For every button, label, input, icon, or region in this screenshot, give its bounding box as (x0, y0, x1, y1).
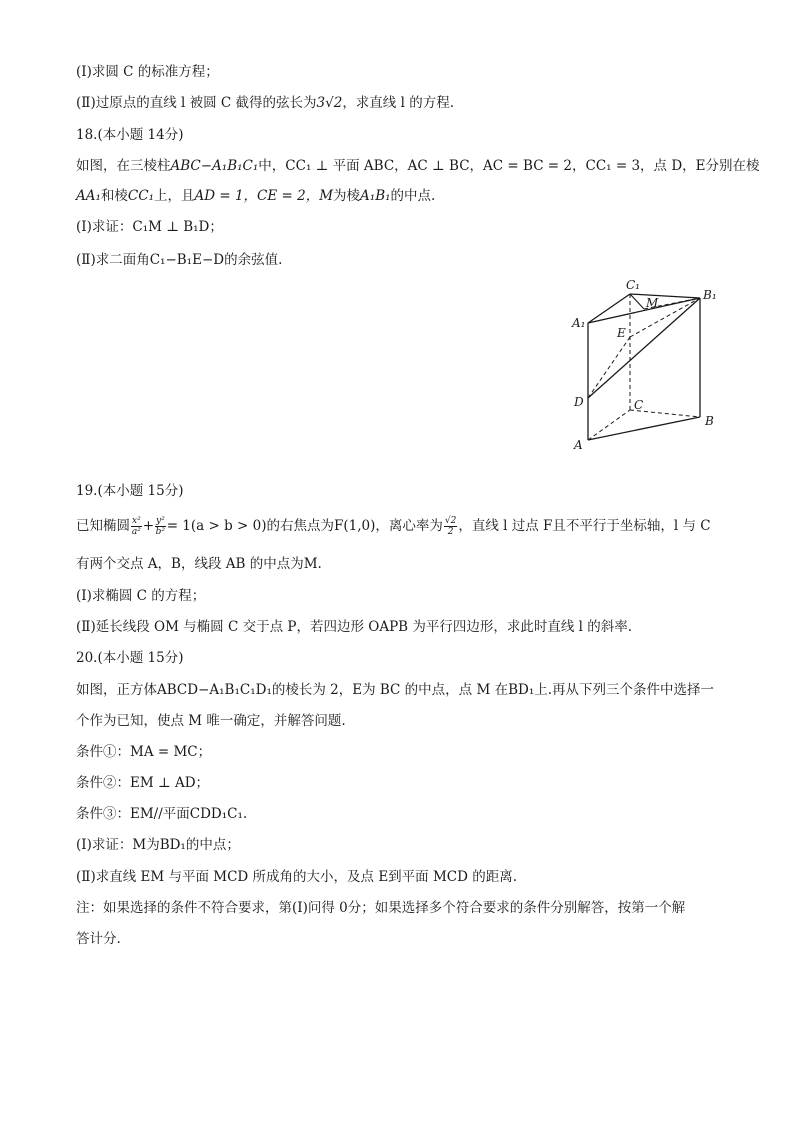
q18-header: 18.(本小题 14分) (76, 127, 184, 143)
q19-frac-e: $\frac{√2}{2}$ (444, 516, 457, 537)
q18-stem2-h: 的中点. (390, 188, 436, 204)
q20-part2: (Ⅱ)求直线 EM 与平面 MCD 所成角的大小，及点 E到平面 MCD 的距离. (76, 869, 518, 885)
label-d: D (574, 395, 584, 409)
q20-note-line2: 答计分. (76, 931, 121, 947)
q18-stem-line2 (76, 186, 435, 206)
label-m: M (646, 296, 659, 310)
q17-part2 (76, 93, 454, 113)
label-a: A (574, 438, 583, 452)
q17-chord-length: 3√2 (316, 95, 343, 111)
q20-note-line1: 注：如果选择的条件不符合要求，第(Ⅰ)问得 0分；如果选择多个符合要求的条件分别解答，按第一个解 (76, 900, 686, 916)
q18-stem1-c: 中，CC₁ ⊥ 平面 ABC，AC ⊥ BC，AC = BC = 2，CC₁ = 3，点 D，E分别在棱 (258, 158, 760, 174)
q18-prism-figure (560, 270, 730, 460)
q18-edge-aa1: AA₁ (76, 188, 101, 204)
q20-condition-1: 条件①：MA = MC； (76, 744, 212, 760)
q19-stem1-a: 已知椭圆 (76, 518, 130, 534)
label-c: C (634, 398, 644, 412)
q19-stem-line2: 有两个交点 A，B，线段 AB 的中点为M. (76, 556, 322, 572)
q18-stem1-a: 如图，在三棱柱 (76, 158, 171, 174)
q18-edge-cc1: CC₁ (127, 188, 154, 204)
q17-part2-text-a: (Ⅱ)过原点的直线 l 被圆 C 截得的弦长为 (76, 95, 317, 111)
q19-stem1-b: = 1(a > b > 0)的右焦点为F(1,0)，离心率为 (166, 518, 443, 534)
q18-stem2-f: 为棱 (333, 188, 361, 204)
q20-part1: (Ⅰ)求证：M为BD₁的中点； (76, 837, 240, 853)
q19-stem1-c: ，直线 l 过点 F且不平行于坐标轴，l 与 C (458, 518, 711, 534)
q20-stem-line2: 个作为已知，使点 M 唯一确定，并解答问题. (76, 713, 346, 729)
q18-stem2-d: 上，且 (154, 188, 195, 204)
q19-part1: (Ⅰ)求椭圆 C 的方程； (76, 588, 206, 604)
q18-lengths: AD = 1，CE = 2，M (194, 188, 334, 204)
q17-part1: (Ⅰ)求圆 C 的标准方程； (76, 64, 219, 80)
q18-part2: (Ⅱ)求二面角C₁−B₁E−D的余弦值. (76, 252, 283, 268)
q20-condition-3: 条件③：EM//平面CDD₁C₁. (76, 806, 248, 822)
q18-prism-name: ABC−A₁B₁C₁ (170, 158, 259, 174)
q18-part1: (Ⅰ)求证：C₁M ⊥ B₁D； (76, 219, 223, 235)
label-a1: A₁ (572, 316, 586, 330)
q20-condition-2: 条件②：EM ⊥ AD； (76, 775, 210, 791)
label-b: B (705, 414, 714, 428)
q19-part2: (Ⅱ)延长线段 OM 与椭圆 C 交于点 P，若四边形 OAPB 为平行四边形，求此时直线 l 的斜率. (76, 619, 633, 635)
q19-header: 19.(本小题 15分) (76, 483, 184, 499)
q19-plus: + (142, 518, 154, 534)
q20-header: 20.(本小题 15分) (76, 650, 184, 666)
q18-stem-line1 (76, 156, 760, 176)
q19-frac-x: $\frac{\text{x²}}{\text{a²}}$ (131, 516, 141, 537)
q18-edge-a1b1: A₁B₁ (360, 188, 391, 204)
label-b1: B₁ (703, 288, 717, 302)
q17-part2-text-b: ，求直线 l 的方程. (342, 95, 455, 111)
q19-frac-y: $\frac{\text{y²}}{\text{b²}}$ (155, 516, 166, 537)
label-c1: C₁ (626, 278, 640, 292)
q18-stem2-b: 和棱 (100, 188, 128, 204)
q19-stem-line1 (76, 516, 711, 537)
label-e: E (617, 326, 626, 340)
q20-stem-line1: 如图，正方体ABCD−A₁B₁C₁D₁的棱长为 2，E为 BC 的中点，点 M 在BD₁上.再从下列三个条件中选择一 (76, 682, 715, 698)
